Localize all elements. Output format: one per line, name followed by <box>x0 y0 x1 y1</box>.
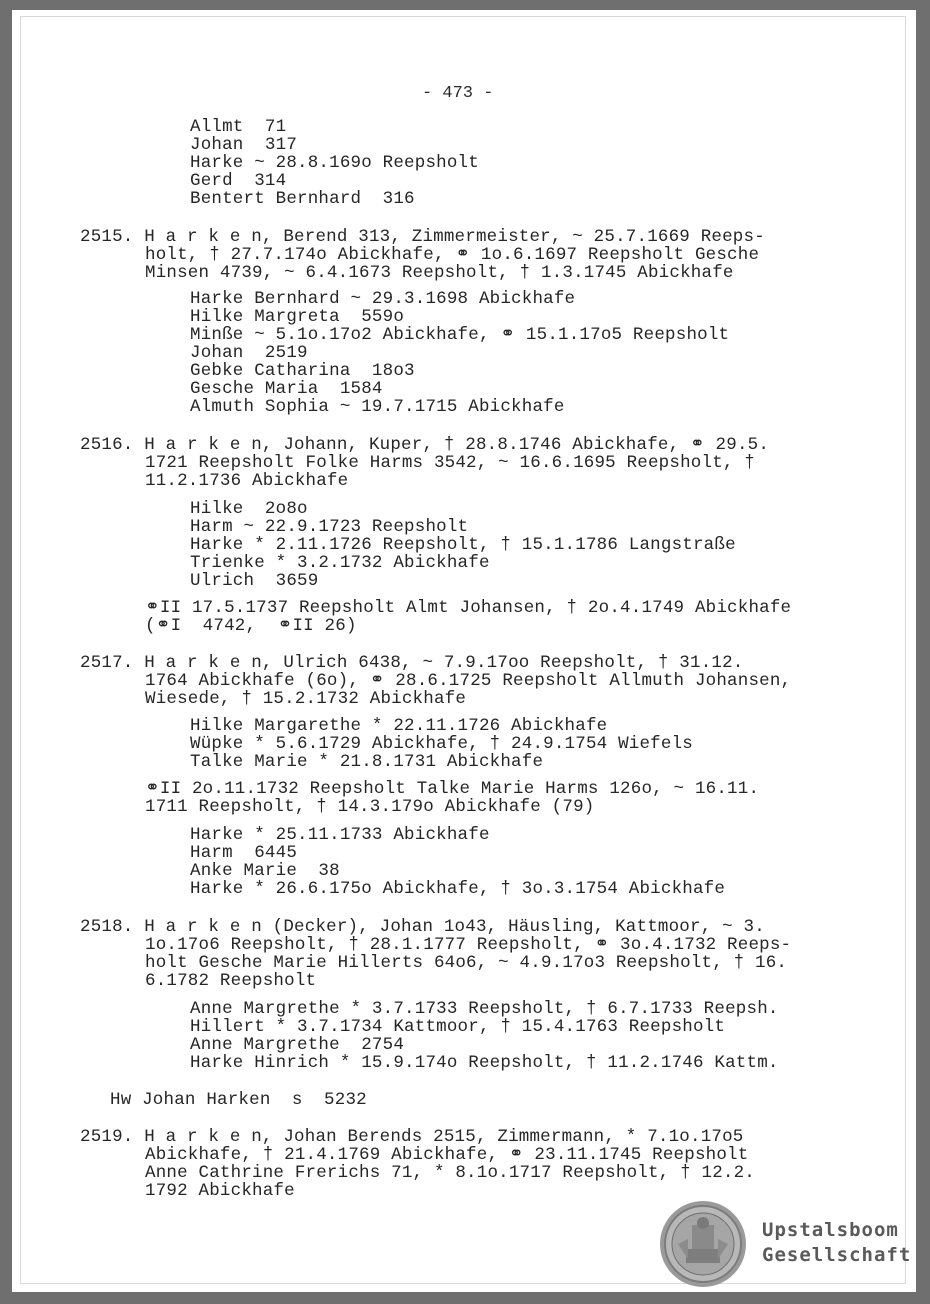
text-line-e2516c: 11.2.1736 Abickhafe <box>145 471 349 491</box>
text-line-c2: Johan 317 <box>190 135 298 155</box>
document-page <box>12 10 916 1292</box>
text-line-e2517a: 2517. H a r k e n, Ulrich 6438, ~ 7.9.17oo Reepsholt, † 31.12. <box>80 653 744 673</box>
text-line-c2517d: Harke * 25.11.1733 Abickhafe <box>190 825 490 845</box>
text-line-c2518d: Harke Hinrich * 15.9.174o Reepsholt, † 11.2.1746 Kattm. <box>190 1053 779 1073</box>
text-line-e2519b: Abickhafe, † 21.4.1769 Abickhafe, ⚭ 23.11.1745 Reepsholt <box>145 1145 749 1165</box>
text-line-c2518c: Anne Margrethe 2754 <box>190 1035 405 1055</box>
society-logo-text <box>762 1218 911 1268</box>
text-line-m2516a: ⚭II 17.5.1737 Reepsholt Almt Johansen, † 2o.4.1749 Abickhafe <box>145 598 792 618</box>
text-line-e2515c: Minsen 4739, ~ 6.4.1673 Reepsholt, † 1.3.1745 Abickhafe <box>145 263 734 283</box>
text-line-e2516a: 2516. H a r k e n, Johann, Kuper, † 28.8.1746 Abickhafe, ⚭ 29.5. <box>80 435 770 455</box>
text-line-c2516e: Ulrich 3659 <box>190 571 319 591</box>
logo-line-2: Gesellschaft <box>762 1244 912 1266</box>
text-line-c2517c: Talke Marie * 21.8.1731 Abickhafe <box>190 752 544 772</box>
text-line-e2515b: holt, † 27.7.174o Abickhafe, ⚭ 1o.6.1697 Reepsholt Gesche <box>145 245 760 265</box>
text-line-c1: Allmt 71 <box>190 117 287 137</box>
text-line-e2517b: 1764 Abickhafe (6o), ⚭ 28.6.1725 Reepsholt Allmuth Johansen, <box>145 671 792 691</box>
text-line-hw: Hw Johan Harken s 5232 <box>110 1090 367 1110</box>
text-line-c2516c: Harke * 2.11.1726 Reepsholt, † 15.1.1786 Langstraße <box>190 535 736 555</box>
text-line-c2516a: Hilke 2o8o <box>190 499 308 519</box>
text-line-c3: Harke ~ 28.8.169o Reepsholt <box>190 153 479 173</box>
text-line-e2518a: 2518. H a r k e n (Decker), Johan 1o43, Häusling, Kattmoor, ~ 3. <box>80 917 765 937</box>
text-line-m2517a: ⚭II 2o.11.1732 Reepsholt Talke Marie Harms 126o, ~ 16.11. <box>145 779 760 799</box>
text-line-m2516b: (⚭I 4742, ⚭II 26) <box>145 616 357 636</box>
text-line-m2517b: 1711 Reepsholt, † 14.3.179o Abickhafe (79) <box>145 797 595 817</box>
text-line-c2515b: Hilke Margreta 559o <box>190 307 405 327</box>
text-line-e2518d: 6.1782 Reepsholt <box>145 971 317 991</box>
text-line-c2518b: Hillert * 3.7.1734 Kattmoor, † 15.4.1763 Reepsholt <box>190 1017 726 1037</box>
text-line-c2515d: Johan 2519 <box>190 343 308 363</box>
text-line-c2516d: Trienke * 3.2.1732 Abickhafe <box>190 553 490 573</box>
text-line-c2517a: Hilke Margarethe * 22.11.1726 Abickhafe <box>190 716 608 736</box>
text-line-e2517c: Wiesede, † 15.2.1732 Abickhafe <box>145 689 467 709</box>
text-line-c2517b: Wüpke * 5.6.1729 Abickhafe, † 24.9.1754 Wiefels <box>190 734 693 754</box>
text-line-c2517e: Harm 6445 <box>190 843 298 863</box>
text-line-c5: Bentert Bernhard 316 <box>190 189 415 209</box>
text-line-c2515c: Minße ~ 5.1o.17o2 Abickhafe, ⚭ 15.1.17o5 Reepsholt <box>190 325 730 345</box>
text-line-c4: Gerd 314 <box>190 171 287 191</box>
text-line-e2515a: 2515. H a r k e n, Berend 313, Zimmermeister, ~ 25.7.1669 Reeps- <box>80 227 765 247</box>
page-number: - 473 - <box>422 84 494 103</box>
text-line-c2515a: Harke Bernhard ~ 29.3.1698 Abickhafe <box>190 289 576 309</box>
text-line-e2519a: 2519. H a r k e n, Johan Berends 2515, Zimmermann, * 7.1o.17o5 <box>80 1127 744 1147</box>
seal-logo-icon <box>658 1199 748 1289</box>
logo-line-1: Upstalsboom <box>762 1219 899 1241</box>
text-line-e2516b: 1721 Reepsholt Folke Harms 3542, ~ 16.6.1695 Reepsholt, † <box>145 453 755 473</box>
text-line-c2517f: Anke Marie 38 <box>190 861 340 881</box>
text-line-e2519d: 1792 Abickhafe <box>145 1181 295 1201</box>
text-line-c2518a: Anne Margrethe * 3.7.1733 Reepsholt, † 6.7.1733 Reepsh. <box>190 999 779 1019</box>
text-line-c2515e: Gebke Catharina 18o3 <box>190 361 415 381</box>
text-line-c2515g: Almuth Sophia ~ 19.7.1715 Abickhafe <box>190 397 565 417</box>
text-line-e2518c: holt Gesche Marie Hillerts 64o6, ~ 4.9.17o3 Reepsholt, † 16. <box>145 953 788 973</box>
text-line-c2517g: Harke * 26.6.175o Abickhafe, † 3o.3.1754 Abickhafe <box>190 879 726 899</box>
text-line-c2515f: Gesche Maria 1584 <box>190 379 383 399</box>
text-line-e2518b: 1o.17o6 Reepsholt, † 28.1.1777 Reepsholt, ⚭ 3o.4.1732 Reeps- <box>145 935 792 955</box>
text-line-e2519c: Anne Cathrine Frerichs 71, * 8.1o.1717 Reepsholt, † 12.2. <box>145 1163 755 1183</box>
text-line-c2516b: Harm ~ 22.9.1723 Reepsholt <box>190 517 469 537</box>
